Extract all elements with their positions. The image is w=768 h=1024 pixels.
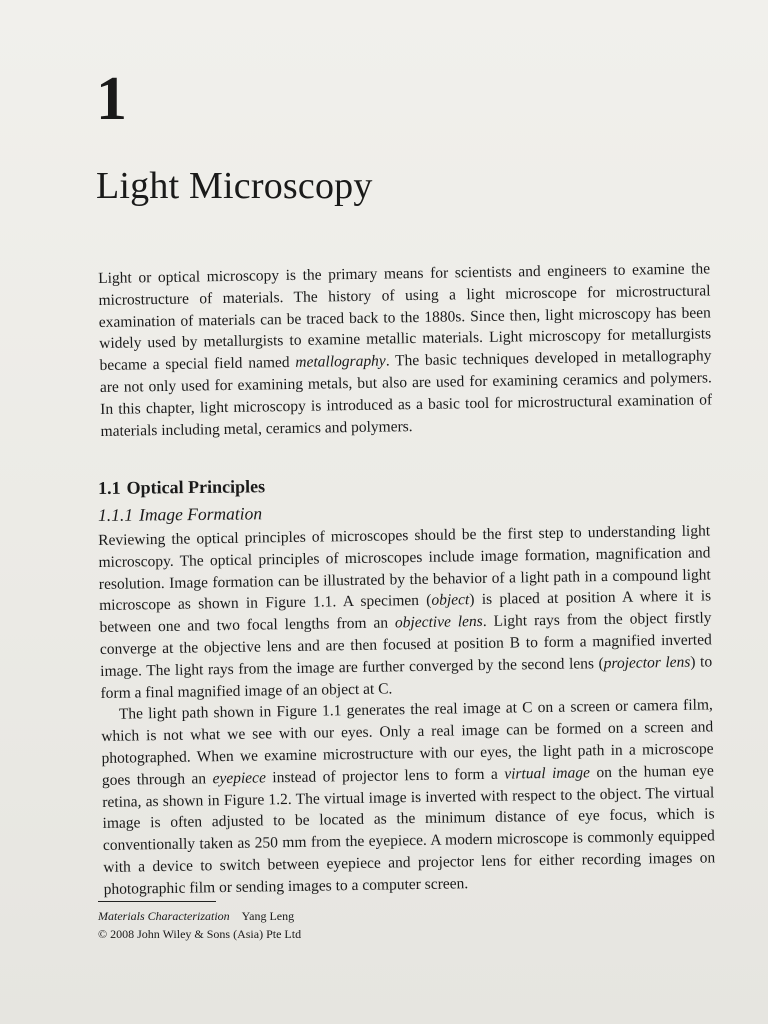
body1-text-3: . Light rays from the object firstly converge at the objective lens and are then focused at position B to form a magnified inverted image. The light rays from the image are further converged by the second lens ( <box>99 609 712 680</box>
metallography-term: metallography <box>295 352 386 372</box>
subsection-heading <box>98 503 262 526</box>
chapter-title: Light Microscopy <box>96 165 373 207</box>
projector-lens-term: projector lens <box>603 653 691 672</box>
body2-text-3: on the human eye retina, as shown in Figure 1.2. The virtual image is inverted with respect to the object. The virtual image is often adjusted to be located as the minimum distance of eye focus, which is conventionally taken as 250 mm from the eyepiece. A modern microscope is commonly equipped with a device to switch between eyepiece and projector lens for either recording images on photographic film or sending images to a computer screen. <box>102 762 716 898</box>
body2-text-2: instead of projector lens to form a <box>265 765 505 787</box>
intro-text-2: . The basic techniques developed in metallography are not only used for examining metals, but also are used for examining ceramics and polymers. In this chapter, light microscopy is introduced as a basic tool for microstructural examination of materials including metal, ceramics and polymers. <box>99 347 713 440</box>
body-paragraph-1 <box>98 520 713 704</box>
body-section <box>98 520 716 900</box>
body-paragraph-2 <box>101 695 716 901</box>
body2-text-1: The light path shown in Figure 1.1 generates the real image at C on a screen or camera film, which is not what we see with our eyes. Only a real image can be formed on a screen and photographed. When we examine microstructure with our eyes, the light path in a microscope goes through an <box>101 696 714 789</box>
copyright-line: © 2008 John Wiley & Sons (Asia) Pte Ltd <box>98 927 302 941</box>
eyepiece-term: eyepiece <box>212 769 267 787</box>
intro-section <box>98 258 713 442</box>
subsection-title: Image Formation <box>138 503 263 525</box>
objective-lens-term: objective lens <box>394 613 483 632</box>
footer-rule <box>98 901 216 902</box>
subsection-number: 1.1.1 <box>98 504 134 525</box>
virtual-image-term: virtual image <box>504 764 591 783</box>
section-title: Optical Principles <box>126 476 266 498</box>
section-number: 1.1 <box>98 477 121 498</box>
intro-paragraph <box>98 258 713 442</box>
book-author: Yang Leng <box>241 909 295 923</box>
chapter-number: 1 <box>96 65 126 133</box>
footer-line-1 <box>98 907 301 925</box>
body1-text-4: ) to form a final magnified image of an object at C. <box>100 653 713 702</box>
object-term: object <box>431 591 470 610</box>
intro-text-1: Light or optical microscopy is the primary means for scientists and engineers to examine the microstructure of materials. The history of using a light microscope for microstructural examination of materials can be traced back to the 1880s. Since then, light microscopy has been widely used by metallurgists to examine metallic materials. Light microscopy for metallurgists became a special field named <box>98 260 712 375</box>
page-footer <box>98 907 301 943</box>
book-title: Materials Characterization <box>98 909 230 923</box>
body1-text-1: Reviewing the optical principles of microscopes should be the first step to understanding light microscopy. The optical principles of microscopes include image formation, magnification and resolution. Image formation can be illustrated by the behavior of a light path in a compound light microscope as shown in Figure 1.1. A specimen ( <box>98 522 711 615</box>
body1-text-2: ) is placed at position A where it is between one and two focal lengths from an <box>99 587 712 637</box>
section-heading <box>98 476 265 499</box>
